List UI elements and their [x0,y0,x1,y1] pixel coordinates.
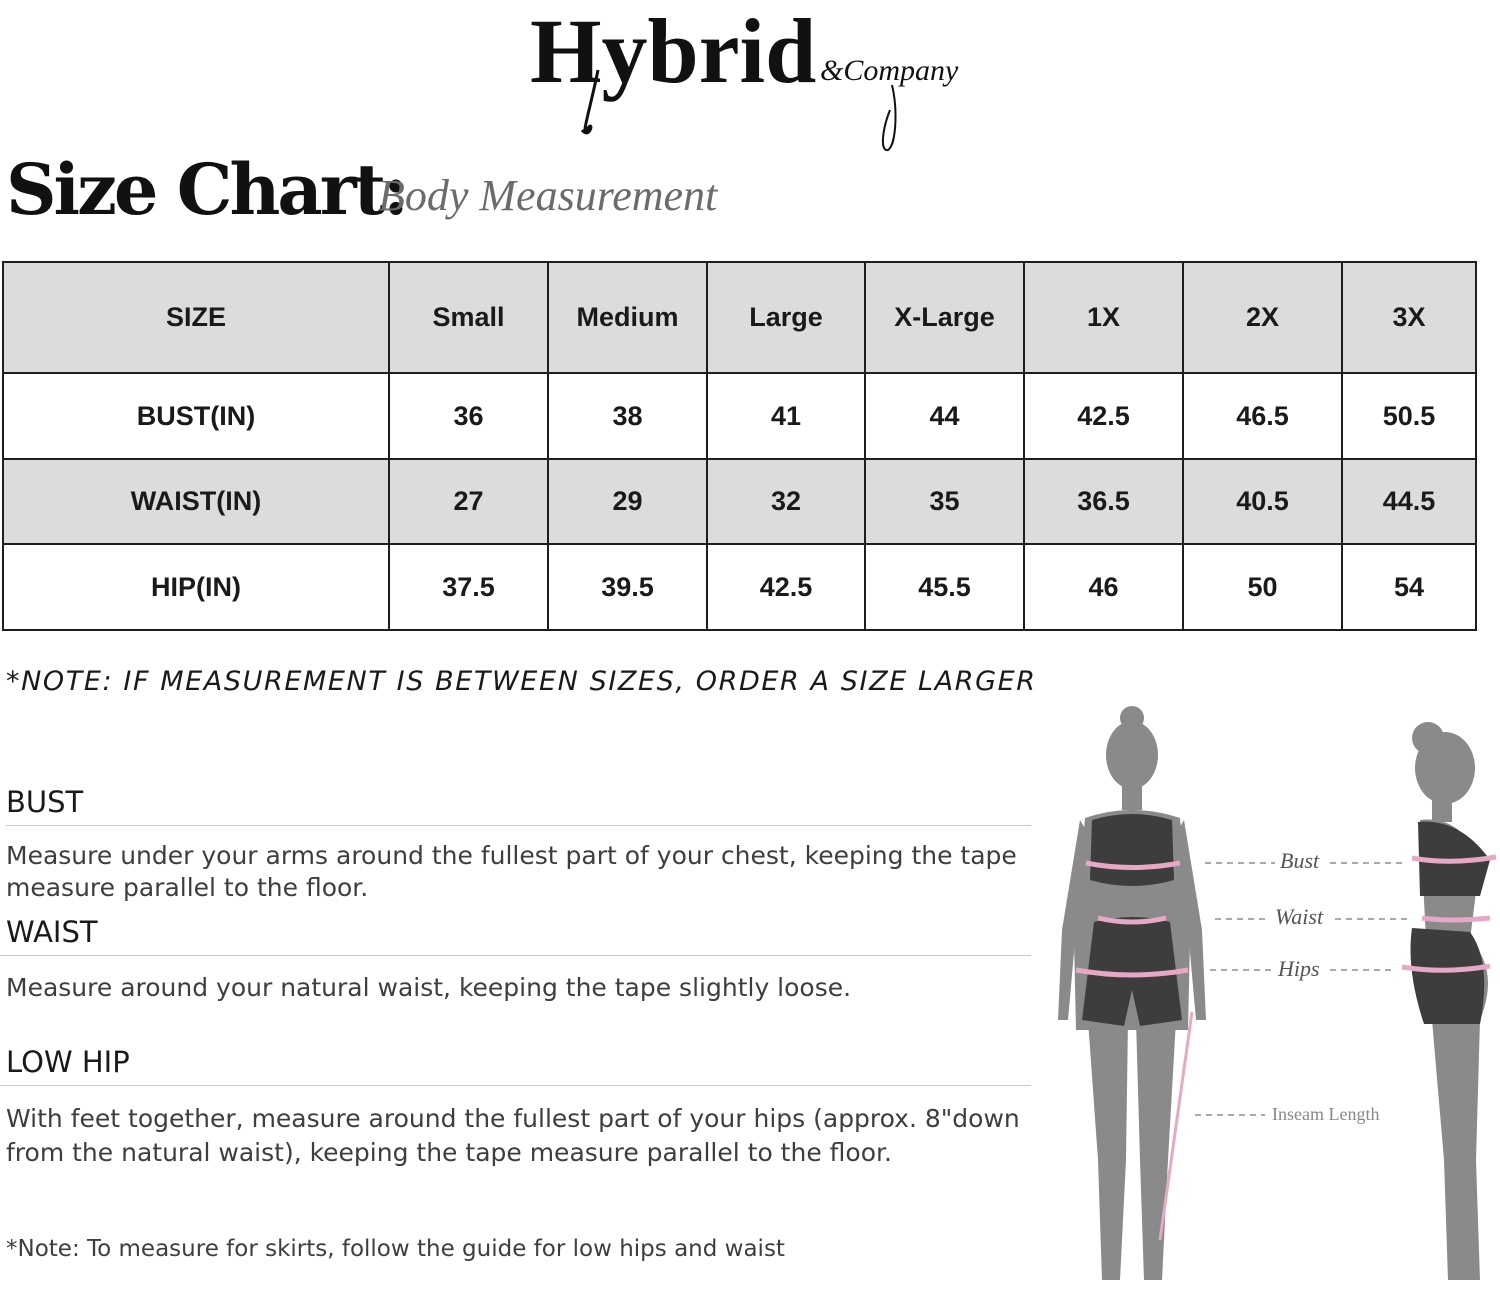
table-cell: 32 [707,459,865,544]
waist-section [6,915,1031,1004]
measurement-figure [1040,700,1500,1289]
sizing-note: *NOTE: IF MEASUREMENT IS BETWEEN SIZES, ORDER A SIZE LARGER [6,666,1037,697]
table-cell: 42.5 [1024,373,1183,459]
waist-description: Measure around your natural waist, keeping the tape slightly loose. [6,973,852,1002]
column-header: 2X [1183,262,1342,373]
table-row [3,544,1476,630]
row-label: WAIST(IN) [3,459,389,544]
table-cell: 40.5 [1183,459,1342,544]
table-cell: 39.5 [548,544,707,630]
page-title: Size Chart: [6,148,406,231]
table-cell: 29 [548,459,707,544]
table-header-row [3,262,1476,373]
table-row [3,373,1476,459]
column-header: SIZE [3,262,389,373]
skirt-note: *Note: To measure for skirts, follow the guide for low hips and waist [6,1236,785,1262]
front-silhouette [1058,706,1206,1280]
column-header: 1X [1024,262,1183,373]
table-cell: 38 [548,373,707,459]
column-header: Small [389,262,548,373]
bust-description: Measure under your arms around the fullest part of your chest, keeping the tape measure parallel to the floor. [6,841,1017,902]
table-cell: 35 [865,459,1024,544]
low-hip-description: With feet together, measure around the fullest part of your hips (approx. 8"down from the natural waist), keeping the tape measure parallel to the floor. [6,1104,1020,1167]
column-header: 3X [1342,262,1476,373]
table-cell: 42.5 [707,544,865,630]
row-label: BUST(IN) [3,373,389,459]
table-row [3,459,1476,544]
bust-label: Bust [1280,848,1320,873]
table-cell: 36 [389,373,548,459]
column-header: Large [707,262,865,373]
table-cell: 27 [389,459,548,544]
bust-section [6,785,1031,904]
page-subtitle: Body Measurement [378,171,718,220]
leader-lines [1195,863,1412,1115]
table-cell: 37.5 [389,544,548,630]
body-silhouettes [1040,700,1500,1289]
table-cell: 44 [865,373,1024,459]
table-cell: 54 [1342,544,1476,630]
row-label: HIP(IN) [3,544,389,630]
hips-label: Hips [1278,956,1320,981]
table-cell: 50 [1183,544,1342,630]
table-cell: 50.5 [1342,373,1476,459]
size-table [2,261,1477,631]
waist-label: Waist [1275,904,1324,929]
table-cell: 36.5 [1024,459,1183,544]
brand-name: Hybrid [530,0,817,102]
table-cell: 46.5 [1183,373,1342,459]
brand-logo [520,0,980,160]
table-cell: 41 [707,373,865,459]
table-cell: 46 [1024,544,1183,630]
table-cell: 44.5 [1342,459,1476,544]
table-cell: 45.5 [865,544,1024,630]
inseam-label: Inseam Length [1272,1104,1380,1124]
bust-heading: BUST [6,785,1031,826]
low-hip-section [6,1045,1031,1170]
brand-suffix: &Company [820,54,959,87]
column-header: X-Large [865,262,1024,373]
low-hip-heading: LOW HIP [0,1045,1031,1086]
waist-heading: WAIST [0,915,1031,956]
column-header: Medium [548,262,707,373]
